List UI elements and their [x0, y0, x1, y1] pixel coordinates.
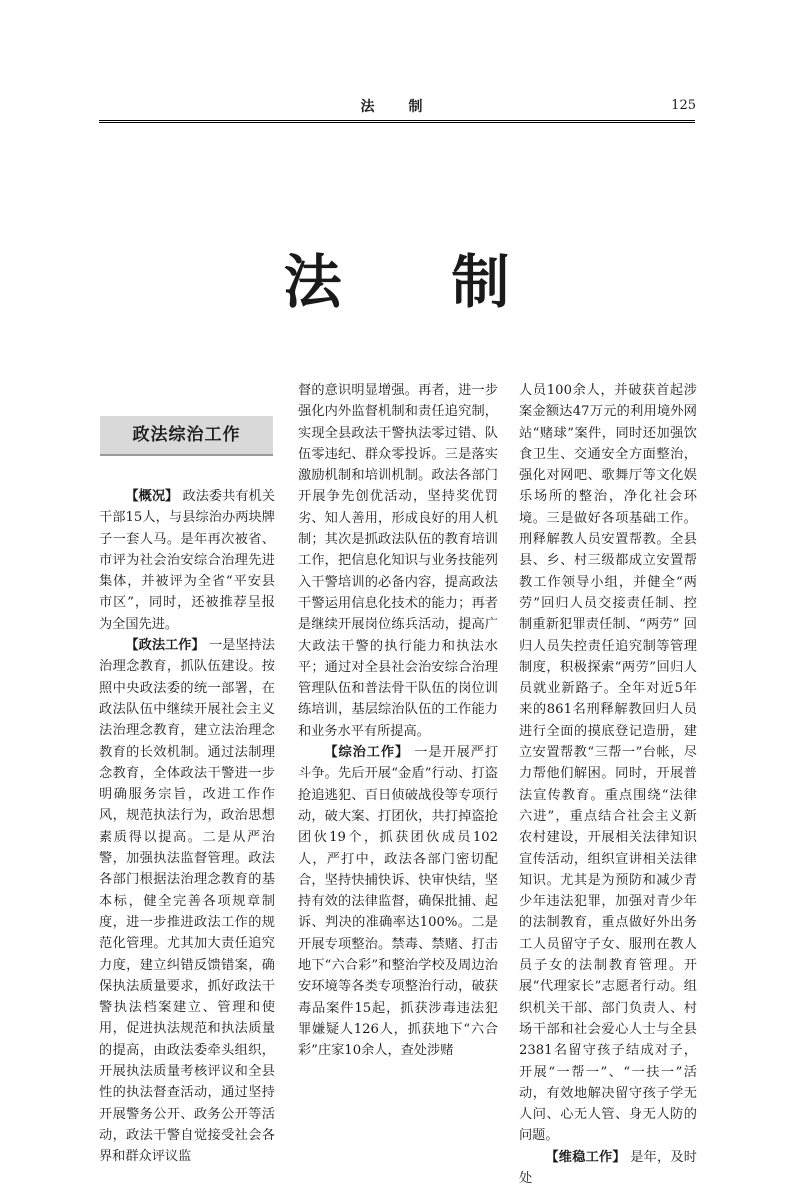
text-column-1 — [99, 486, 275, 1168]
paragraph-political-work — [99, 635, 275, 1167]
section-heading: 政法综治工作 — [100, 416, 273, 456]
paragraph-stability-work — [519, 1147, 697, 1189]
paragraph-comprehensive-governance — [298, 742, 498, 1061]
text-column-3 — [519, 380, 697, 1189]
chapter-title-left: 法 — [283, 248, 342, 316]
paragraph-overview — [99, 486, 275, 635]
paragraph-continued: 督的意识明显增强。再者，进一步强化内外监督机制和责任追究制，实现全县政法干警执法零过错、队伍零违纪、群众零投诉。三是落实激励机制和培训机制。政法各部门开展争先创优活动，坚持奖优罚劣、知人善用，形成良好的用人机制；其次是抓政法队伍的教育培训工作，把信息化知识与业务技能列入干警培训的必备内容，提高政法干警运用信息化技术的能力；再者是继续开展岗位练兵活动，提高广大政法干警的执行能力和执法水平；通过对全县社会治安综合治理管理队伍和普法骨干队伍的岗位训练培训，基层综治队伍的工作能力和业务水平有所提高。 — [298, 383, 498, 739]
paragraph-text: 是年，及时处 — [519, 1149, 697, 1186]
paragraph-keyword: 【维稳工作】 — [545, 1149, 626, 1165]
chapter-title — [0, 235, 793, 319]
paragraph-text: 一是开展严打斗争。先后开展“金盾”行动、打盗抢追逃犯、百日侦破战役等专项行动，破大案、打团伙，共打掉盗抢团伙19个，抓获团伙成员102人，严打中，政法各部门密切配合，坚持快捕快诉、快审快结，坚持有效的法律监督，确保批捕、起诉、判决的准确率达100%。二是开展专项整治。禁毒、禁赌、打击地下“六合彩”和整治学校及周边治安环境等各类专项整治行动，破获毒品案件15起，抓获涉毒违法犯罪嫌疑人126人，抓获地下“六合彩”庄家10余人，查处涉赌 — [298, 745, 498, 1059]
paragraph-text: 政法委共有机关干部15人，与县综治办两块牌子一套人马。是年再次被省、市评为社会治安综合治理先进集体，并被评为全省“平安县市区”，同时，还被推荐呈报为全国先进。 — [99, 489, 275, 632]
page-number: 125 — [671, 98, 696, 113]
header-rule — [99, 120, 695, 123]
text-column-2 — [298, 380, 498, 1062]
paragraph-keyword: 【政法工作】 — [125, 638, 205, 654]
chapter-title-right: 制 — [451, 248, 510, 316]
running-header-title: 法 制 — [360, 99, 433, 115]
paragraph-keyword: 【概况】 — [125, 489, 179, 504]
paragraph-continued: 人员100余人，并破获首起涉案金额达47万元的利用境外网站“赌球”案件，同时还加强饮食卫生、交通安全方面整治，强化对网吧、歌舞厅等文化娱乐场所的整治，净化社会环境。三是做好各项基础工作。刑释解教人员安置帮教。全县县、乡、村三级都成立安置帮教工作领导小组，并健全“两劳”回归人员交接责任制、控制重新犯罪责任制、“两劳” 回归人员失控责任追究制等管理制度，积极探索“两劳”回归人员就业新路子。全年对近5年来的861名刑释解教回归人员进行全面的摸底登记造册，建立安置帮教“三帮一”台帐，尽力帮他们解困。同时，开展普法宣传教育。重点围绕“法律六进”，重点结合社会主义新农村建设，开展相关法律知识宣传活动，组织宣讲相关法律知识。尤其是为预防和减少青少年违法犯罪，加强对青少年的法制教育，重点做好外出务工人员留守子女、服刑在教人员子女的法制教育管理。开展“代理家长”志愿者行动。组织机关干部、部门负责人、村场干部和社会爱心人士与全县2381名留守孩子结成对子，开展“一帮一”、“一扶一”活动，有效地解决留守孩子学无人问、心无人管、身无人防的问题。 — [519, 383, 697, 1144]
paragraph-text: 一是坚持法治理念教育，抓队伍建设。按照中央政法委的统一部署，在政法队伍中继续开展社会主义法治理念教育，建立法治理念教育的长效机制。通过法制理念教育，全体政法干警进一步明确服务宗旨，改进工作作风，规范执法行为，政治思想素质得以提高。二是从严治警，加强执法监督管理。政法各部门根据法治理念教育的基本标，健全完善各项规章制度，进一步推进政法工作的规范化管理。尤其加大责任追究力度，建立纠错反馈错案，确保执法质量要求，抓好政法干警执法档案建立、管理和使用，促进执法规范和执法质量的提高，由政法委牵头组织，开展执法质量考核评议和全县性的执法督查活动，通过坚持开展警务公开、政务公开等活动，政法干警自觉接受社会各界和群众评议监 — [99, 638, 275, 1165]
paragraph-keyword: 【综治工作】 — [324, 745, 410, 761]
